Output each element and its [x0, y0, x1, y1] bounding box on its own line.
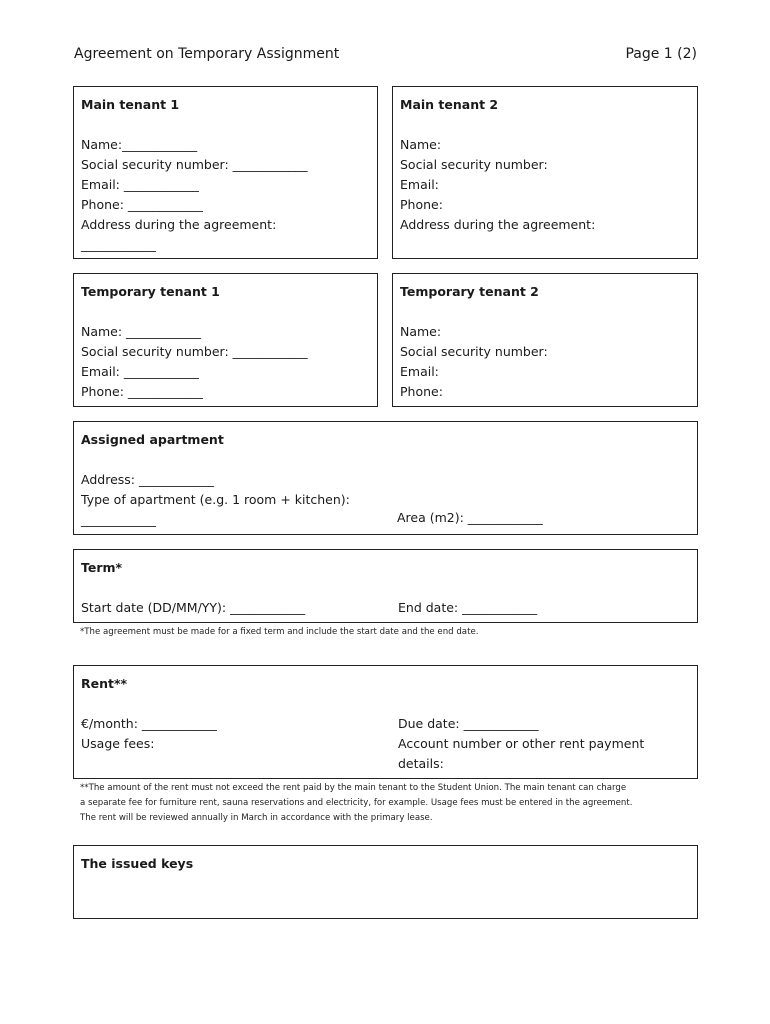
temporary-tenant-1-ssn-field[interactable]: Social security number: ____________ — [81, 344, 308, 359]
main-tenant-1-title: Main tenant 1 — [81, 97, 180, 112]
main-tenant-2-email-field[interactable]: Email: — [400, 177, 439, 192]
rent-footnote-line-1: **The amount of the rent must not exceed the rent paid by the main tenant to the Student Union. The main tenant can charge — [80, 783, 627, 793]
temporary-tenant-1-name-field[interactable]: Name: ____________ — [81, 324, 202, 339]
temporary-tenant-1-box — [73, 273, 378, 407]
term-title: Term* — [81, 560, 123, 575]
apartment-area-field[interactable]: Area (m2): ____________ — [397, 510, 543, 525]
assigned-apartment-box — [73, 421, 698, 535]
apartment-type-label: Type of apartment (e.g. 1 room + kitchen): — [81, 492, 350, 507]
assigned-apartment-title: Assigned apartment — [81, 432, 224, 447]
main-tenant-2-address-field[interactable]: Address during the agreement: — [400, 217, 596, 232]
term-start-date-field[interactable]: Start date (DD/MM/YY): ____________ — [81, 600, 306, 615]
main-tenant-2-name-field[interactable]: Name: — [400, 137, 442, 152]
temporary-tenant-1-title: Temporary tenant 1 — [81, 284, 220, 299]
temporary-tenant-2-ssn-field[interactable]: Social security number: — [400, 344, 548, 359]
main-tenant-1-name-field[interactable]: Name:____________ — [81, 137, 198, 152]
term-footnote: *The agreement must be made for a fixed term and include the start date and the end date. — [80, 627, 479, 637]
main-tenant-1-email-field[interactable]: Email: ____________ — [81, 177, 199, 192]
rent-per-month-field[interactable]: €/month: ____________ — [81, 716, 217, 731]
temporary-tenant-2-title: Temporary tenant 2 — [400, 284, 539, 299]
main-tenant-1-phone-field[interactable]: Phone: ____________ — [81, 197, 203, 212]
rent-due-date-field[interactable]: Due date: ____________ — [398, 716, 539, 731]
temporary-tenant-2-name-field[interactable]: Name: — [400, 324, 442, 339]
main-tenant-1-address-label: Address during the agreement: — [81, 217, 277, 232]
main-tenant-2-ssn-field[interactable]: Social security number: — [400, 157, 548, 172]
rent-footnote-line-3: The rent will be reviewed annually in March in accordance with the primary lease. — [80, 813, 433, 823]
rent-usage-fees-field[interactable]: Usage fees: — [81, 736, 155, 751]
main-tenant-2-phone-field[interactable]: Phone: — [400, 197, 443, 212]
temporary-tenant-1-email-field[interactable]: Email: ____________ — [81, 364, 199, 379]
temporary-tenant-2-email-field[interactable]: Email: — [400, 364, 439, 379]
rent-account-label: Account number or other rent payment — [398, 736, 645, 751]
temporary-tenant-2-phone-field[interactable]: Phone: — [400, 384, 443, 399]
term-end-date-field[interactable]: End date: ____________ — [398, 600, 538, 615]
apartment-type-field[interactable]: ____________ — [81, 512, 156, 527]
rent-title: Rent** — [81, 676, 128, 691]
main-tenant-1-ssn-field[interactable]: Social security number: ____________ — [81, 157, 308, 172]
page-number: Page 1 (2) — [625, 46, 697, 62]
temporary-tenant-1-phone-field[interactable]: Phone: ____________ — [81, 384, 203, 399]
issued-keys-box[interactable] — [73, 845, 698, 919]
rent-footnote-line-2: a separate fee for furniture rent, sauna reservations and electricity, for example. Usage fees must be entered in the agreement. — [80, 798, 633, 808]
temporary-tenant-2-box — [392, 273, 698, 407]
document-title: Agreement on Temporary Assignment — [74, 46, 340, 62]
rent-account-field[interactable]: details: — [398, 756, 444, 771]
term-box — [73, 549, 698, 623]
rent-box — [73, 665, 698, 779]
main-tenant-1-address-field[interactable]: ____________ — [81, 237, 156, 252]
issued-keys-title: The issued keys — [81, 856, 194, 871]
main-tenant-2-title: Main tenant 2 — [400, 97, 499, 112]
main-tenant-2-box — [392, 86, 698, 259]
main-tenant-1-box — [73, 86, 378, 259]
apartment-address-field[interactable]: Address: ____________ — [81, 472, 214, 487]
